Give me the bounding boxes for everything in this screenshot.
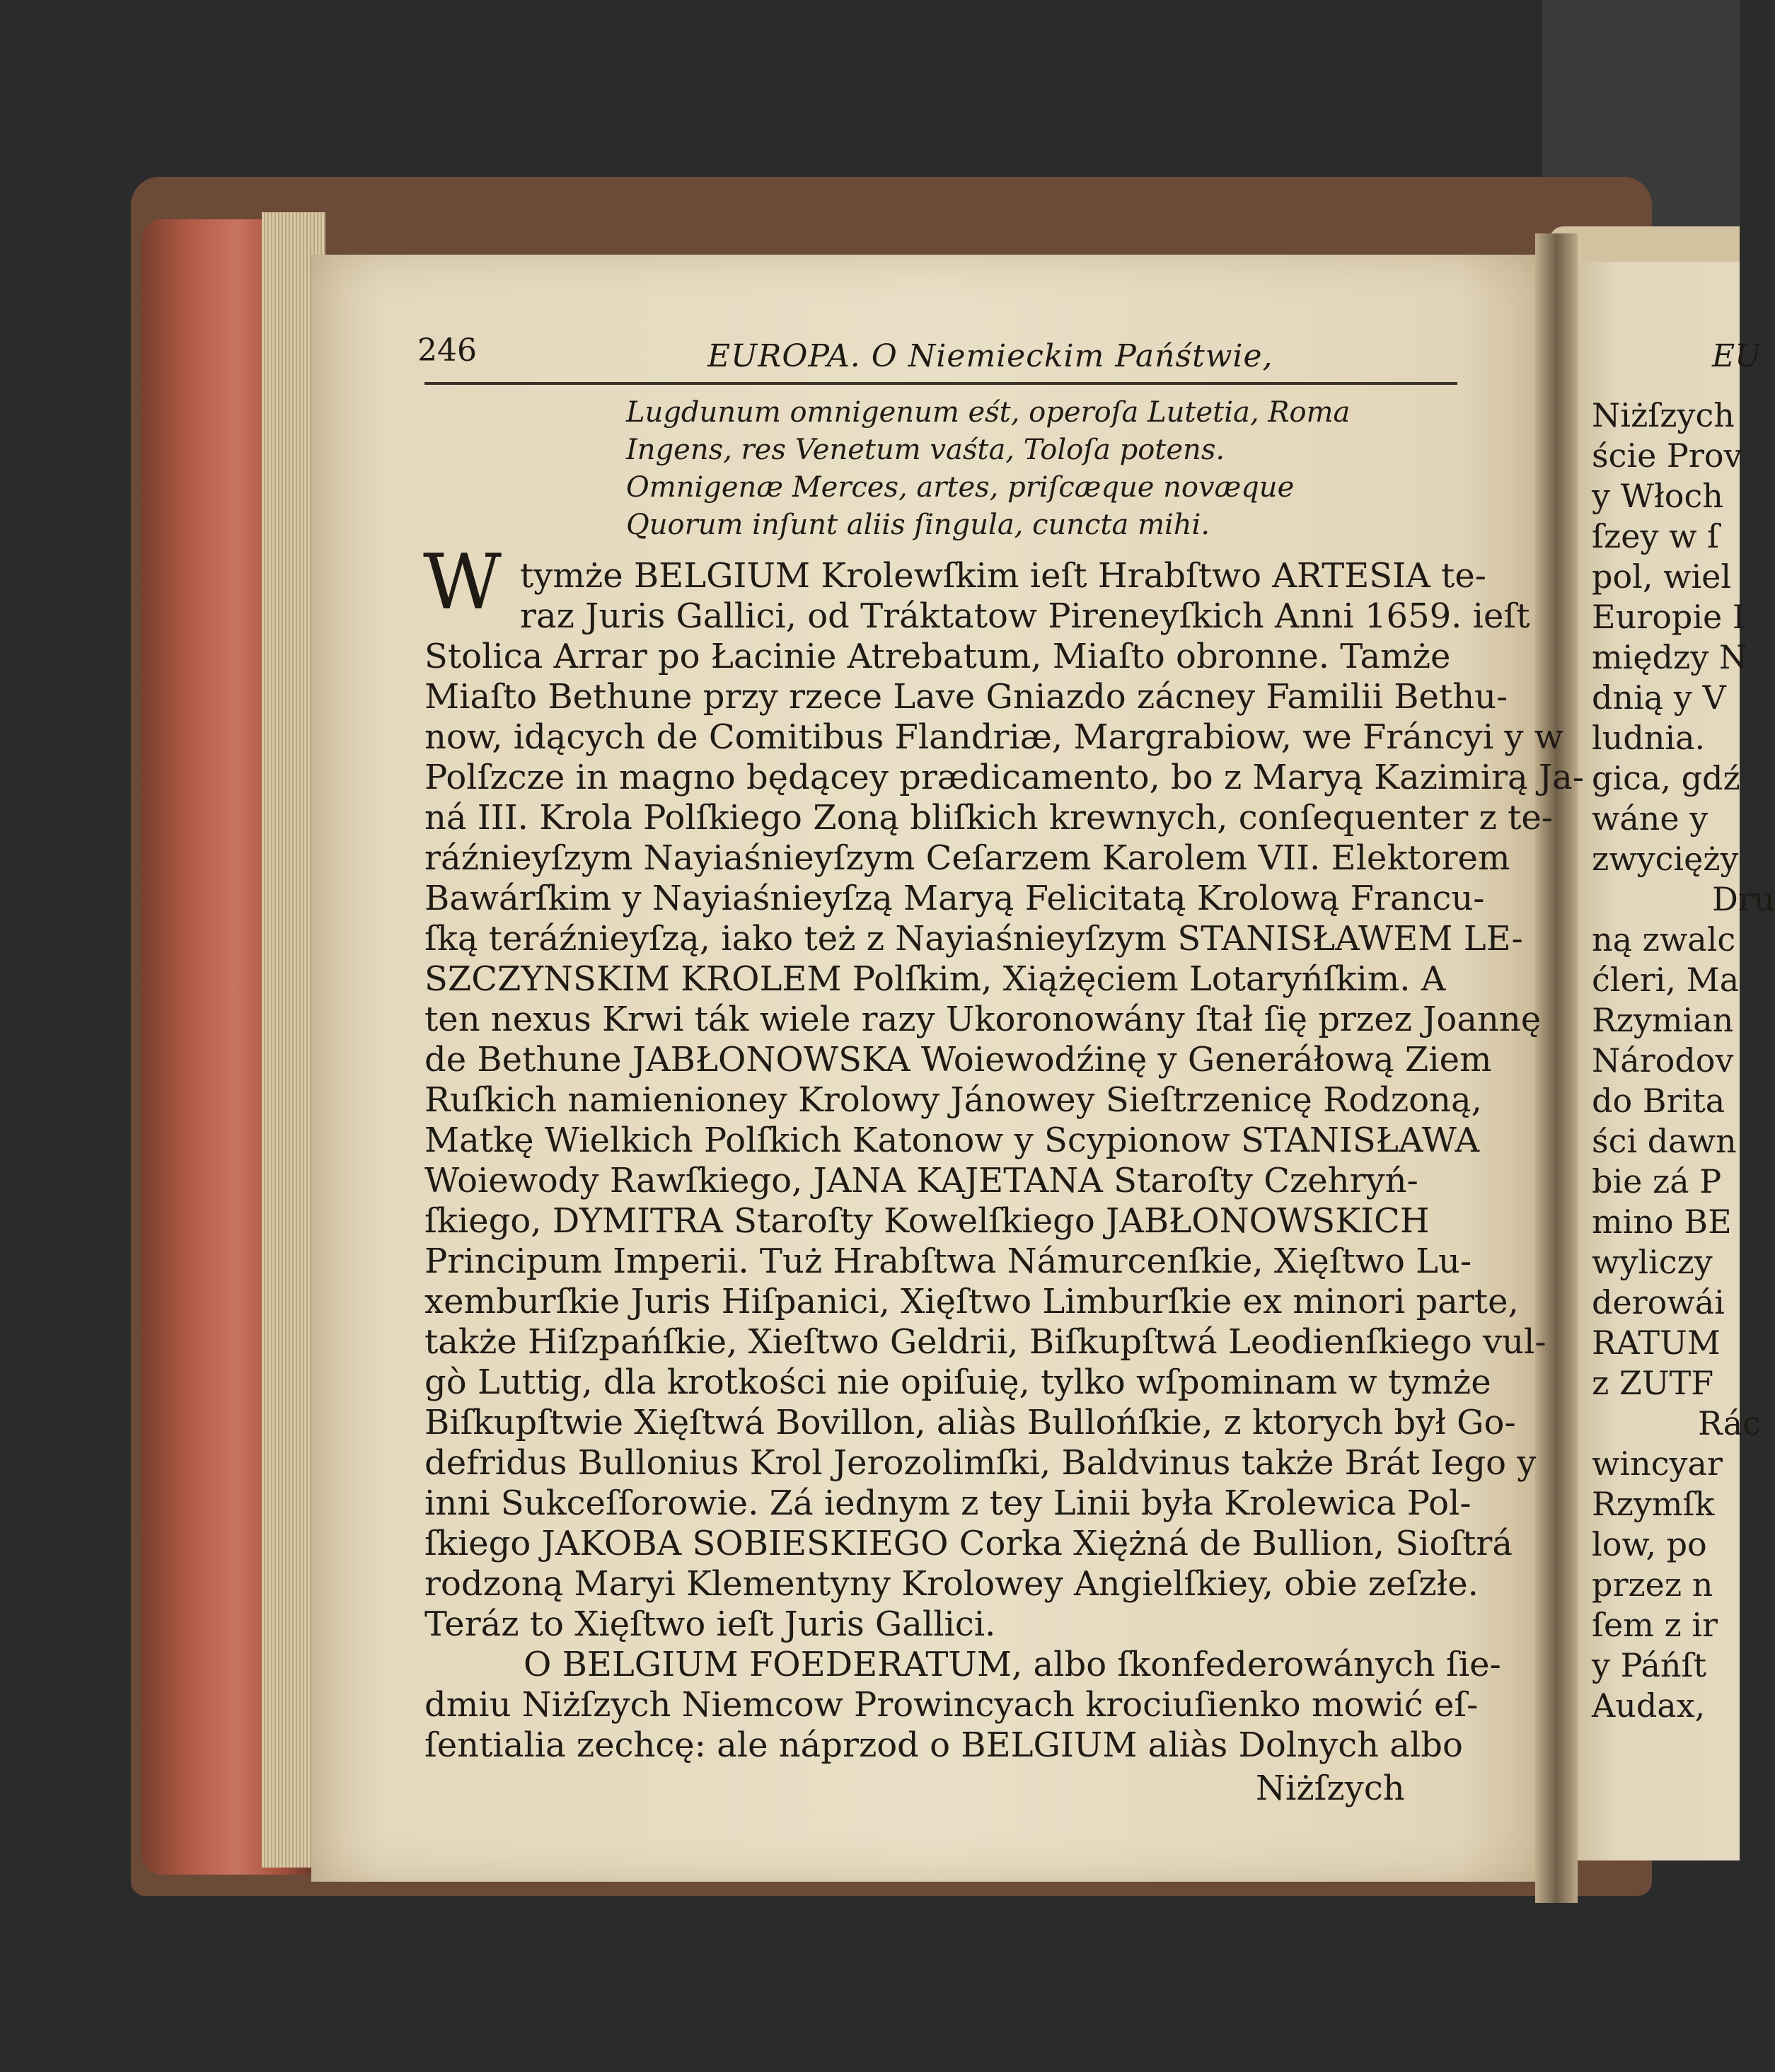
page-number: 246 [417,332,477,369]
catchword: Niżſzych [1256,1769,1405,1808]
right-line: y Włoch [1592,477,1723,515]
body-line: Principum Imperii. Tuż Hrabſtwa Námurcenſkie, Xięſtwo Lu- [424,1242,1472,1281]
body-line: gò Luttig, dla krotkości nie opiſuię, tylko wſpominam w tymże [424,1362,1491,1402]
right-line: wáne y [1592,799,1708,838]
right-line: Dru [1712,880,1775,918]
right-line: ście Prov [1592,436,1742,475]
running-head: EUROPA. O Niemieckim Pańśtwie, [707,338,1273,374]
body-line: ná III. Krola Polſkiego Zoną bliſkich krewnych, conſequenter z te- [424,798,1553,838]
body-line: now, idących de Comitibus Flandriæ, Margrabiow, we Fráncyi y w [424,717,1563,757]
right-line: Audax, [1592,1686,1706,1725]
body-line: Ruſkich namienioney Krolowy Jánowey Sieſtrzenicę Rodzoną, [424,1080,1482,1120]
body-line: ſkiego JAKOBA SOBIESKIEGO Corka Xiężná de Bullion, Sioſtrá [424,1524,1513,1563]
body-line: ſką teráźnieyſzą, iako też z Nayiaśnieyſzym STANISŁAWEM LE- [424,919,1523,959]
body-line: Stolica Arrar po Łacinie Atrebatum, Miaſto obronne. Tamże [424,637,1451,676]
right-running-head: EU [1712,338,1762,374]
drop-cap: W [423,538,502,627]
body-line: Miaſto Bethune przy rzece Lave Gniazdo zácney Familii Bethu- [424,677,1508,717]
right-line: RATUM [1592,1324,1721,1362]
body-line: Matkę Wielkich Polſkich Katonow y Scypionow STANISŁAWA [424,1121,1480,1160]
body-line: ſkiego, DYMITRA Staroſty Kowelſkiego JABŁONOWSKICH [424,1201,1430,1241]
header-rule [424,382,1457,385]
right-line: Rác [1698,1404,1761,1442]
right-line: Niżſzych [1592,396,1735,434]
right-line: Rzymſk [1592,1485,1715,1523]
body-line: Woiewody Rawſkiego, JANA KAJETANA Staroſty Czehryń- [424,1161,1418,1200]
body-line: Biſkupſtwie Xięſtwá Bovillon, aliàs Bullońſkie, z ktorych był Go- [424,1403,1516,1442]
right-line: low, po [1592,1525,1707,1563]
body-line: O BELGIUM FOEDERATUM, albo ſkonfederowánych ſie- [524,1645,1501,1684]
right-line: ćleri, Ma [1592,961,1740,999]
body-line: Bawárſkim y Nayiaśnieyſzą Maryą Felicitatą Krolową Francu- [424,879,1485,918]
right-line: pol, wiel [1592,557,1732,596]
right-line: Rzymian [1592,1001,1734,1039]
verse-line: Lugdunum omnigenum eśt, operoſa Lutetia, Roma [626,396,1351,429]
body-line: xemburſkie Juris Hiſpanici, Xięſtwo Limburſkie ex minori parte, [424,1282,1519,1321]
right-line: bie zá P [1592,1162,1722,1200]
right-line: Národov [1592,1041,1734,1080]
body-line: dmiu Niżſzych Niemcow Prowincyach krociuſienko mowić eſ- [424,1685,1479,1725]
right-line: y Páńſt [1592,1646,1707,1684]
right-line: ną zwalc [1592,920,1736,959]
body-line: raz Juris Gallici, od Tráktatow Pireneyſkich Anni 1659. ieſt [520,596,1530,636]
body-line: Teráz to Xięſtwo ieſt Juris Gallici. [424,1604,996,1644]
body-line: ſentialia zechcę: ale náprzod o BELGIUM aliàs Dolnych albo [424,1725,1463,1765]
right-line: ludnia. [1592,719,1706,757]
verse-line: Quorum inſunt aliis ſingula, cuncta mihi. [626,509,1210,541]
right-line: ſzey w ſ [1592,517,1720,555]
right-line: dnią y V [1592,678,1726,717]
body-line: defridus Bullonius Krol Jerozolimſki, Baldvinus także Brát Iego y [424,1443,1537,1483]
right-line: gica, gdź [1592,759,1740,797]
right-line: derowái [1592,1283,1725,1321]
body-line: ten nexus Krwi ták wiele razy Ukoronowány ſtał ſię przez Joannę [424,1000,1542,1039]
body-line: SZCZYNSKIM KROLEM Polſkim, Xiążęciem Lotaryńſkim. A [424,959,1446,999]
body-line: Polſzcze in magno będącey prædicamento, bo z Maryą Kazimirą Ja- [424,758,1585,797]
book-gutter [1535,233,1578,1903]
right-line: między N [1592,638,1748,676]
right-line: z ZUTF [1592,1364,1714,1402]
body-line: ráźnieyſzym Nayiaśnieyſzym Ceſarzem Karolem VII. Elektorem [424,838,1510,878]
right-line: mino BE [1592,1203,1732,1241]
right-line: ſem z ir [1592,1606,1718,1644]
body-line: de Bethune JABŁONOWSKA Woiewodźinę y Generáłową Ziem [424,1040,1492,1080]
verse-line: Omnigenæ Merces, artes, priſcæque novæque [626,471,1295,504]
body-line: inni Sukceſſorowie. Zá iednym z tey Linii była Krolewica Pol- [424,1483,1472,1523]
right-line: zwycięży [1592,840,1739,878]
right-line: Europie I [1592,598,1746,636]
right-line: wyliczy [1592,1243,1713,1281]
verse-line: Ingens, res Venetum vaśta, Toloſa potens. [626,434,1225,466]
right-line: wincyar [1592,1445,1723,1483]
right-line: ści dawn [1592,1122,1737,1160]
right-line: przez n [1592,1565,1713,1604]
body-line: rodzoną Maryi Klementyny Krolowey Angielſkiey, obie zeſzłe. [424,1564,1479,1604]
right-line: do Brita [1592,1082,1725,1120]
body-line: także Hiſzpańſkie, Xieſtwo Geldrii, Biſkupſtwá Leodienſkiego vul- [424,1322,1546,1362]
body-line: tymże BELGIUM Krolewſkim ieſt Hrabſtwo ARTESIA te- [520,556,1486,596]
